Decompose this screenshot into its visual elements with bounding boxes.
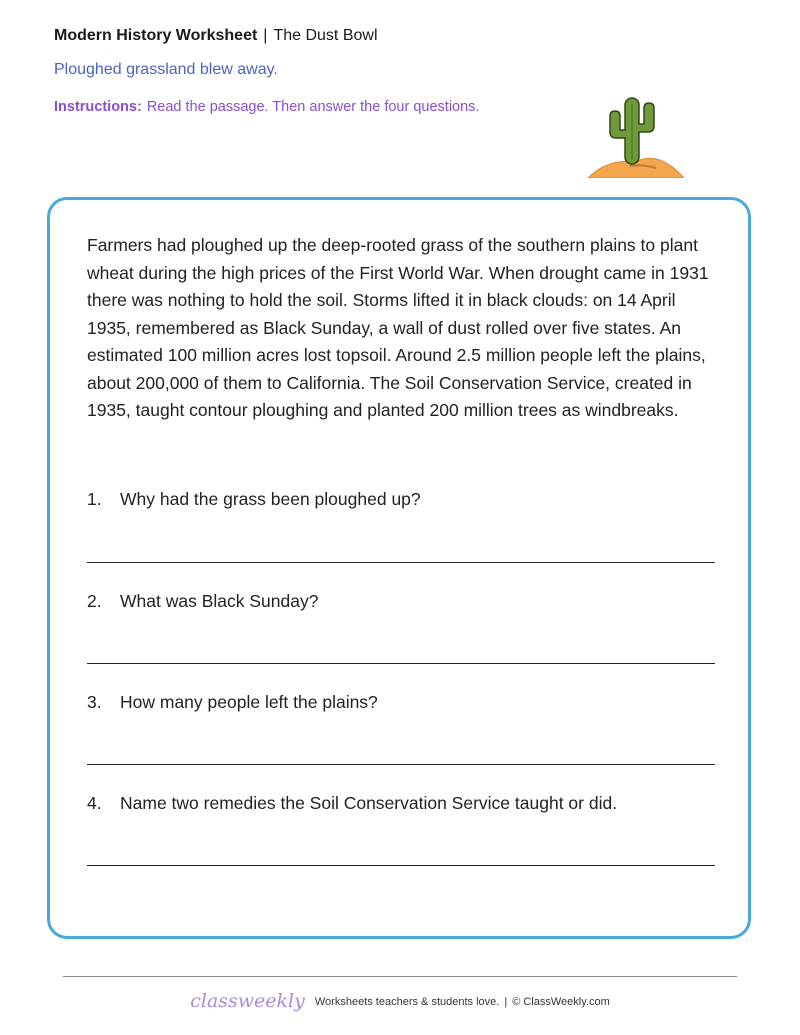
instructions (54, 98, 479, 116)
question-number: 3. (87, 692, 102, 712)
worksheet-subtitle: Ploughed grassland blew away. (54, 61, 278, 78)
question-text: What was Black Sunday? (120, 591, 319, 611)
worksheet-card (47, 197, 751, 939)
question-2 (87, 590, 717, 612)
question-3 (87, 691, 717, 713)
worksheet-header (54, 26, 378, 46)
answer-line-4[interactable] (87, 865, 715, 866)
worksheet-topic: The Dust Bowl (273, 27, 378, 44)
answer-line-1[interactable] (87, 562, 715, 563)
footer-tagline: Worksheets teachers & students love. (314, 996, 500, 1008)
question-text: How many people left the plains? (120, 692, 378, 712)
footer-copyright: © ClassWeekly.com (512, 996, 610, 1008)
question-4 (87, 792, 717, 814)
footer-separator: | (504, 996, 508, 1008)
worksheet-subject: Modern History Worksheet (54, 27, 258, 44)
footer-divider (63, 976, 737, 977)
question-number: 1. (87, 489, 102, 509)
header-separator: | (263, 27, 268, 44)
answer-line-2[interactable] (87, 663, 715, 664)
question-number: 4. (87, 793, 102, 813)
question-text: Why had the grass been ploughed up? (120, 489, 421, 509)
instructions-lead: Instructions: (54, 99, 142, 115)
cactus-icon (586, 94, 684, 178)
question-1 (87, 488, 717, 510)
answer-line-3[interactable] (87, 764, 715, 765)
instructions-text: Read the passage. Then answer the four questions. (146, 99, 480, 115)
reading-passage: Farmers had ploughed up the deep-rooted grass of the southern plains to plant wheat during the high prices of the First World War. When drought came in 1931 there was nothing to hold the soil. Storms lifted it in black clouds: on 14 April 1935, remembered as Black Sunday, a wall of dust rolled over five states. An estimated 100 million acres lost topsoil. Around 2.5 million people left the plains, about 200,000 of them to California. The Soil Conservation Service, created in 1935, taught contour ploughing and planted 200 million trees as windbreaks. (87, 235, 709, 420)
question-number: 2. (87, 591, 102, 611)
brand-logo: classweekly (190, 990, 305, 1012)
footer (0, 990, 800, 1013)
question-text: Name two remedies the Soil Conservation Service taught or did. (120, 793, 618, 813)
